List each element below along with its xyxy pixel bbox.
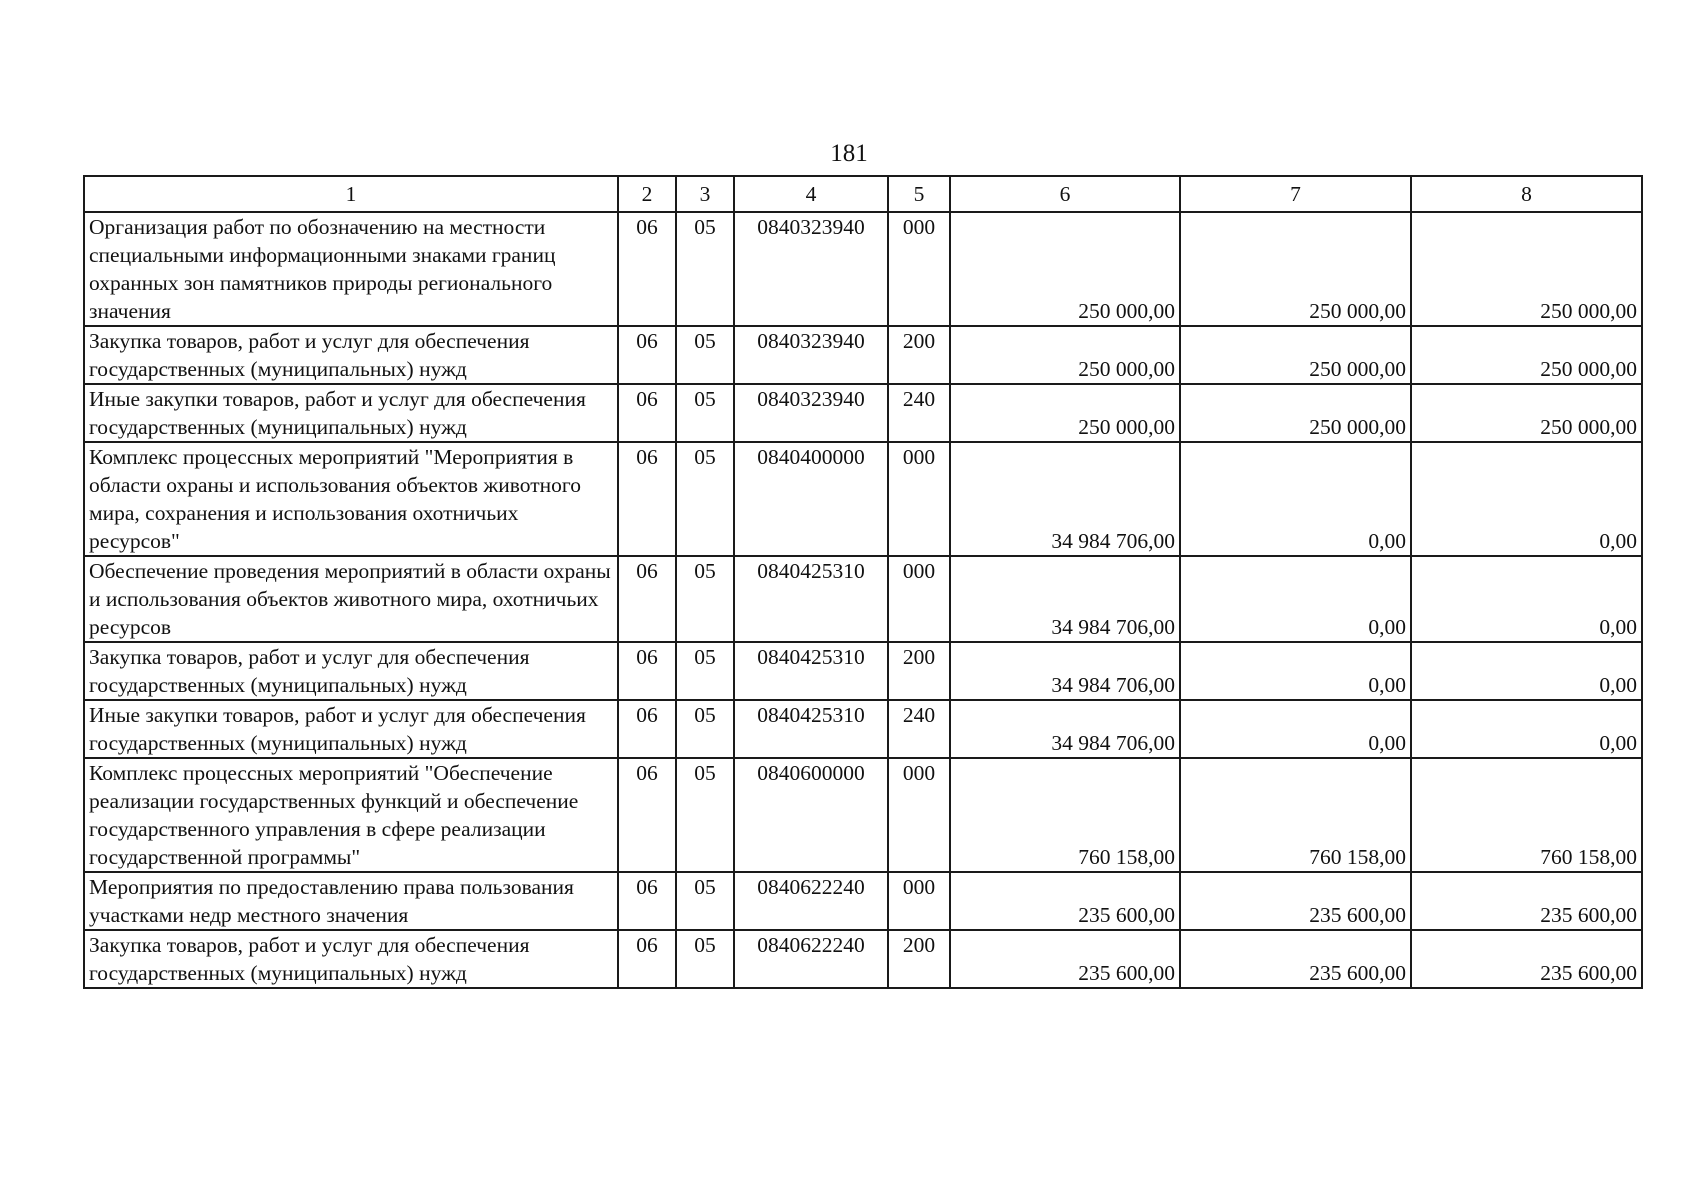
subsection-code: 05 [676, 758, 734, 872]
amount-col-7: 0,00 [1180, 642, 1411, 700]
target-article-code: 0840622240 [734, 930, 888, 988]
table-row [84, 326, 1642, 384]
row-description: Комплекс процессных мероприятий "Мероприятия в области охраны и использования объектов животного мира, сохранения и использования охотничьих ресурсов" [84, 442, 618, 556]
amount-col-8: 760 158,00 [1411, 758, 1642, 872]
amount-col-6: 250 000,00 [950, 326, 1180, 384]
row-description: Мероприятия по предоставлению права пользования участками недр местного значения [84, 872, 618, 930]
subsection-code: 05 [676, 212, 734, 326]
amount-col-8: 0,00 [1411, 442, 1642, 556]
expense-type-code: 000 [888, 442, 950, 556]
expense-type-code: 000 [888, 758, 950, 872]
amount-col-8: 250 000,00 [1411, 212, 1642, 326]
expense-type-code: 200 [888, 642, 950, 700]
amount-col-6: 34 984 706,00 [950, 642, 1180, 700]
table-row [84, 212, 1642, 326]
amount-col-7: 0,00 [1180, 556, 1411, 642]
expense-type-code: 200 [888, 930, 950, 988]
row-description: Закупка товаров, работ и услуг для обеспечения государственных (муниципальных) нужд [84, 642, 618, 700]
target-article-code: 0840323940 [734, 384, 888, 442]
subsection-code: 05 [676, 556, 734, 642]
section-code: 06 [618, 326, 676, 384]
amount-col-7: 760 158,00 [1180, 758, 1411, 872]
column-header-2: 2 [618, 176, 676, 212]
amount-col-8: 235 600,00 [1411, 930, 1642, 988]
target-article-code: 0840323940 [734, 212, 888, 326]
target-article-code: 0840400000 [734, 442, 888, 556]
row-description: Закупка товаров, работ и услуг для обеспечения государственных (муниципальных) нужд [84, 930, 618, 988]
subsection-code: 05 [676, 384, 734, 442]
subsection-code: 05 [676, 442, 734, 556]
row-description: Обеспечение проведения мероприятий в области охраны и использования объектов животного мира, охотничьих ресурсов [84, 556, 618, 642]
section-code: 06 [618, 700, 676, 758]
row-description: Организация работ по обозначению на местности специальными информационными знаками границ охранных зон памятников природы регионального значения [84, 212, 618, 326]
target-article-code: 0840622240 [734, 872, 888, 930]
amount-col-7: 250 000,00 [1180, 384, 1411, 442]
column-header-1: 1 [84, 176, 618, 212]
table-row [84, 700, 1642, 758]
subsection-code: 05 [676, 326, 734, 384]
amount-col-7: 250 000,00 [1180, 326, 1411, 384]
amount-col-8: 0,00 [1411, 642, 1642, 700]
row-description: Комплекс процессных мероприятий "Обеспечение реализации государственных функций и обеспечение государственного управления в сфере реализации государственной программы" [84, 758, 618, 872]
amount-col-8: 250 000,00 [1411, 384, 1642, 442]
amount-col-6: 760 158,00 [950, 758, 1180, 872]
subsection-code: 05 [676, 930, 734, 988]
amount-col-8: 0,00 [1411, 700, 1642, 758]
target-article-code: 0840425310 [734, 700, 888, 758]
page-number: 181 [830, 140, 868, 167]
table-body [84, 212, 1642, 988]
expense-type-code: 000 [888, 212, 950, 326]
budget-table [83, 175, 1643, 989]
column-header-7: 7 [1180, 176, 1411, 212]
row-description: Иные закупки товаров, работ и услуг для обеспечения государственных (муниципальных) нужд [84, 700, 618, 758]
table-row [84, 556, 1642, 642]
section-code: 06 [618, 758, 676, 872]
table-row [84, 758, 1642, 872]
amount-col-6: 250 000,00 [950, 212, 1180, 326]
target-article-code: 0840323940 [734, 326, 888, 384]
expense-type-code: 000 [888, 556, 950, 642]
section-code: 06 [618, 442, 676, 556]
subsection-code: 05 [676, 872, 734, 930]
row-description: Иные закупки товаров, работ и услуг для обеспечения государственных (муниципальных) нужд [84, 384, 618, 442]
amount-col-6: 34 984 706,00 [950, 700, 1180, 758]
amount-col-6: 235 600,00 [950, 872, 1180, 930]
table-row [84, 642, 1642, 700]
amount-col-7: 0,00 [1180, 700, 1411, 758]
target-article-code: 0840425310 [734, 642, 888, 700]
amount-col-6: 250 000,00 [950, 384, 1180, 442]
amount-col-8: 0,00 [1411, 556, 1642, 642]
target-article-code: 0840600000 [734, 758, 888, 872]
column-header-5: 5 [888, 176, 950, 212]
section-code: 06 [618, 642, 676, 700]
column-header-4: 4 [734, 176, 888, 212]
expense-type-code: 000 [888, 872, 950, 930]
amount-col-7: 250 000,00 [1180, 212, 1411, 326]
expense-type-code: 240 [888, 700, 950, 758]
section-code: 06 [618, 872, 676, 930]
subsection-code: 05 [676, 642, 734, 700]
amount-col-8: 235 600,00 [1411, 872, 1642, 930]
table-header [84, 176, 1642, 212]
amount-col-6: 34 984 706,00 [950, 556, 1180, 642]
amount-col-7: 235 600,00 [1180, 872, 1411, 930]
section-code: 06 [618, 930, 676, 988]
amount-col-6: 235 600,00 [950, 930, 1180, 988]
amount-col-7: 235 600,00 [1180, 930, 1411, 988]
column-header-8: 8 [1411, 176, 1642, 212]
row-description: Закупка товаров, работ и услуг для обеспечения государственных (муниципальных) нужд [84, 326, 618, 384]
amount-col-7: 0,00 [1180, 442, 1411, 556]
expense-type-code: 240 [888, 384, 950, 442]
target-article-code: 0840425310 [734, 556, 888, 642]
subsection-code: 05 [676, 700, 734, 758]
table-row [84, 442, 1642, 556]
expense-type-code: 200 [888, 326, 950, 384]
column-header-6: 6 [950, 176, 1180, 212]
section-code: 06 [618, 384, 676, 442]
amount-col-6: 34 984 706,00 [950, 442, 1180, 556]
table-row [84, 872, 1642, 930]
amount-col-8: 250 000,00 [1411, 326, 1642, 384]
header-row [84, 176, 1642, 212]
section-code: 06 [618, 556, 676, 642]
table-row [84, 930, 1642, 988]
section-code: 06 [618, 212, 676, 326]
column-header-3: 3 [676, 176, 734, 212]
table-row [84, 384, 1642, 442]
